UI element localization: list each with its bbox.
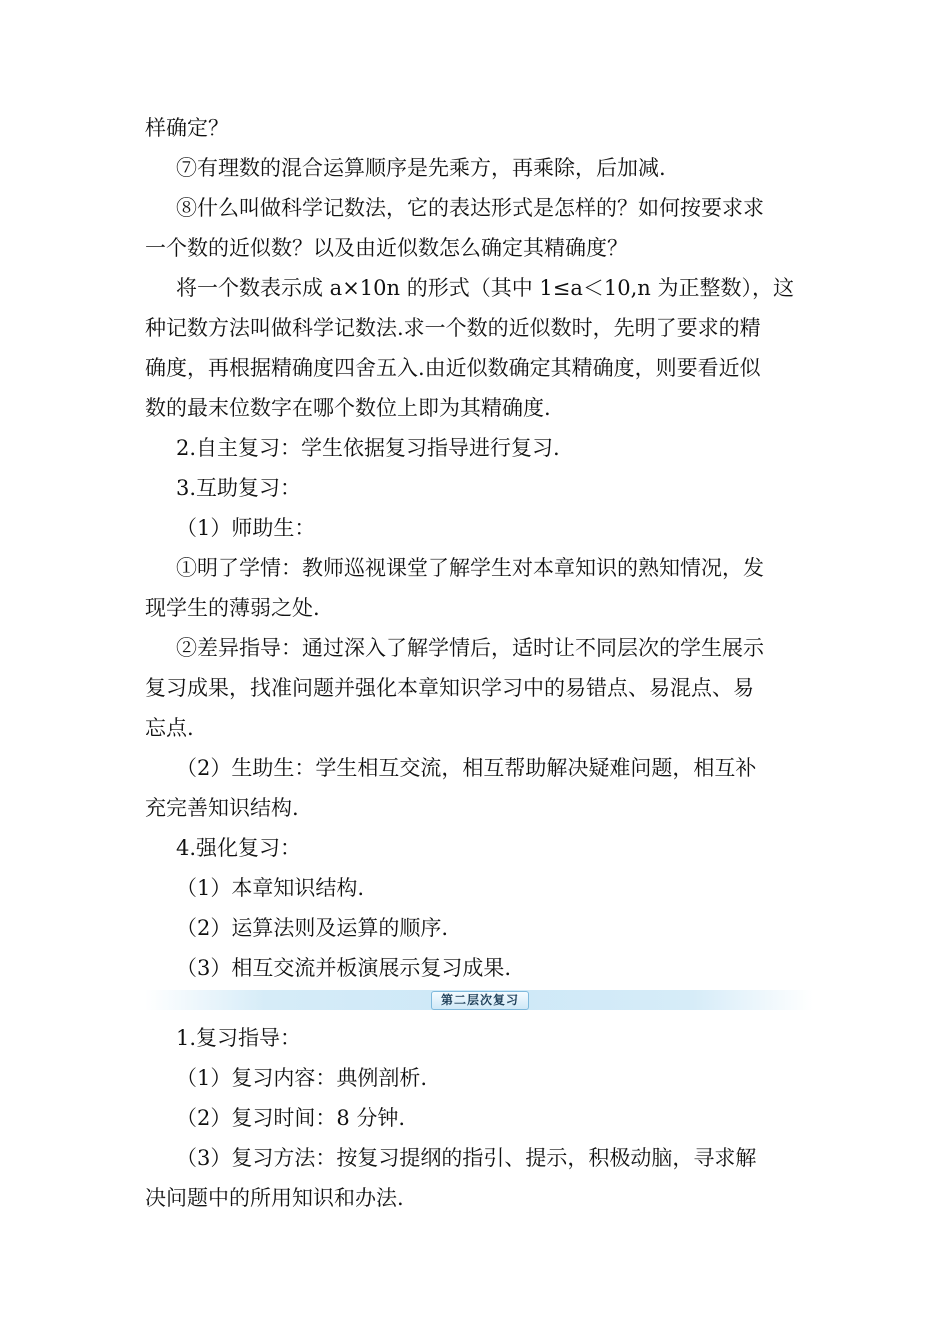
text-line: 现学生的薄弱之处. [145,596,320,620]
text-line: （3）相互交流并板演展示复习成果. [176,956,512,980]
text-line: ①明了学情：教师巡视课堂了解学生对本章知识的熟知情况，发 [176,556,764,580]
section-banner-title: 第二层次复习 [431,991,529,1010]
text-line: （2）复习时间：8 分钟. [176,1106,406,1130]
text-line: 数的最末位数字在哪个数位上即为其精确度. [145,396,551,420]
text-line: 忘点. [145,716,194,740]
section-banner [145,990,813,1010]
text-line: （2）运算法则及运算的顺序. [176,916,449,940]
text-line: 复习成果，找准问题并强化本章知识学习中的易错点、易混点、易 [145,676,754,700]
text-line: ②差异指导：通过深入了解学情后，适时让不同层次的学生展示 [176,636,764,660]
text-line: 1.复习指导： [176,1026,302,1050]
text-line: （1）师助生： [176,516,316,540]
text-line: 确度，再根据精确度四舍五入.由近似数确定其精确度，则要看近似 [145,356,761,380]
text-line: 充完善知识结构. [145,796,299,820]
text-line: ⑦有理数的混合运算顺序是先乘方，再乘除，后加减. [176,156,666,180]
text-line: ⑧什么叫做科学记数法，它的表达形式是怎样的？如何按要求求 [176,196,764,220]
text-line: （1）本章知识结构. [176,876,365,900]
text-line: 决问题中的所用知识和办法. [145,1186,404,1210]
text-line: 一个数的近似数？以及由近似数怎么确定其精确度？ [145,236,628,260]
text-line: （1）复习内容：典例剖析. [176,1066,428,1090]
text-line: 2.自主复习：学生依据复习指导进行复习. [176,436,560,460]
text-line: 种记数方法叫做科学记数法.求一个数的近似数时，先明了要求的精 [145,316,761,340]
text-line: （2）生助生：学生相互交流，相互帮助解决疑难问题，相互补 [176,756,757,780]
text-line: 样确定？ [145,116,229,140]
text-line: 将一个数表示成 a×10n 的形式（其中 1≤a＜10,n 为正整数），这 [176,276,794,300]
text-line: 3.互助复习： [176,476,302,500]
text-line: 4.强化复习： [176,836,302,860]
text-line: （3）复习方法：按复习提纲的指引、提示，积极动脑，寻求解 [176,1146,757,1170]
